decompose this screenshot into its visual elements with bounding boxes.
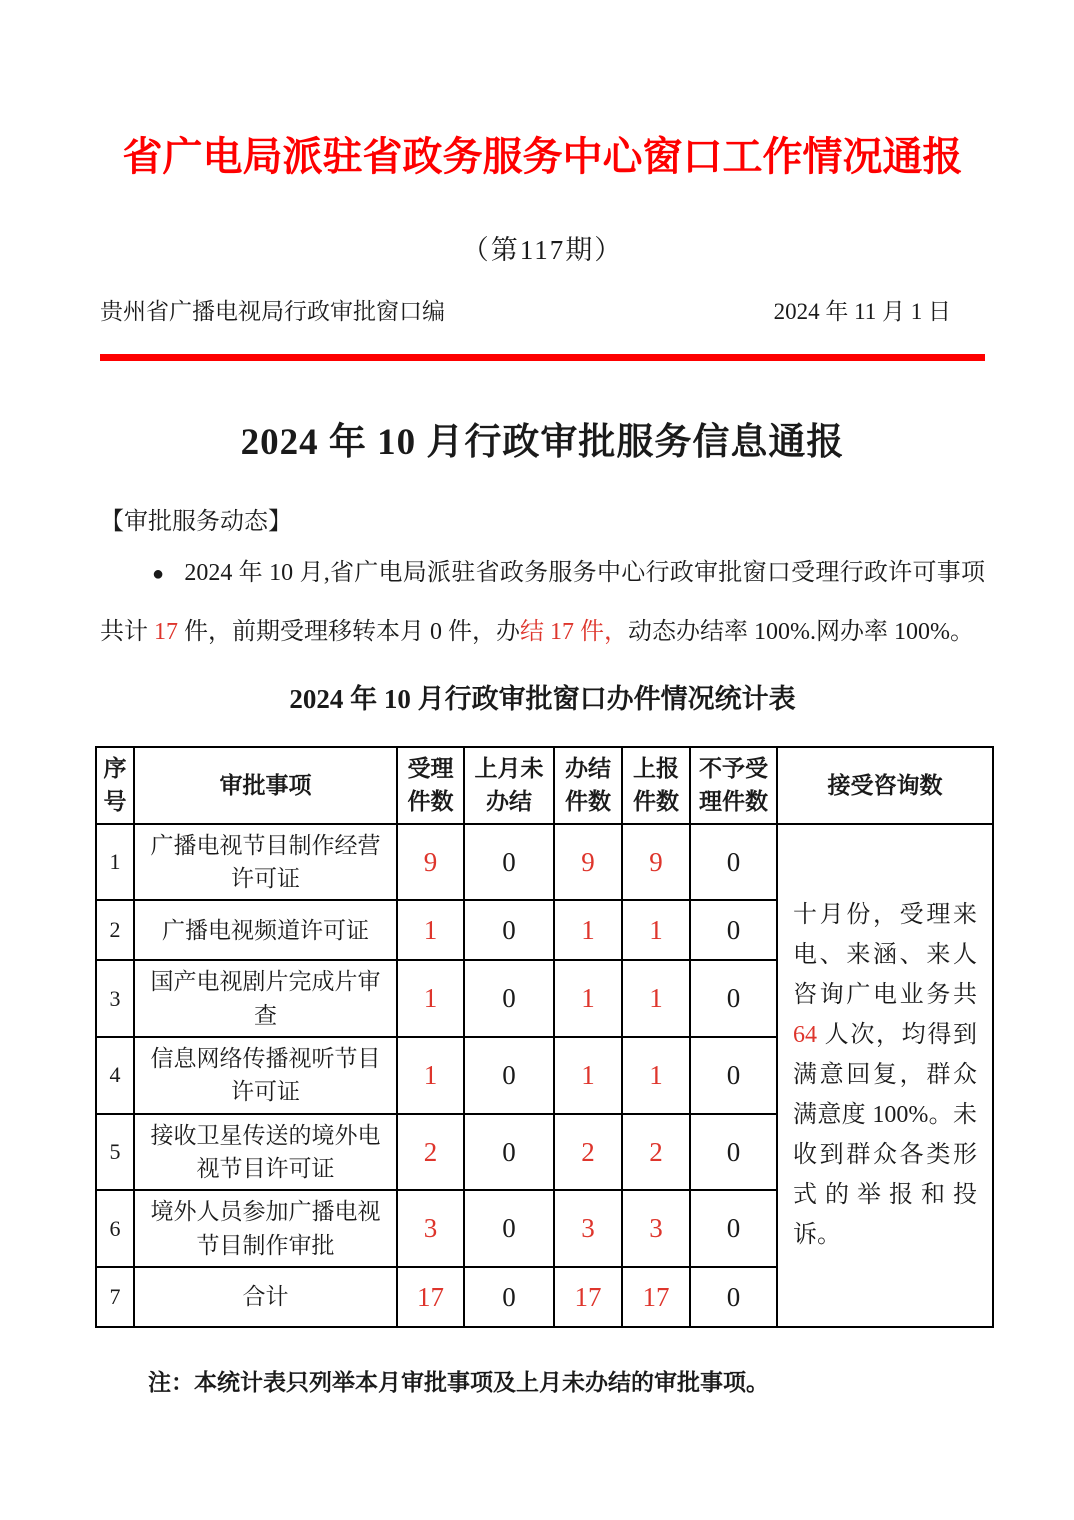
text-segment: 动态办结率 100%.网办率 100%。 [628, 619, 974, 645]
footnote: 注：本统计表只列举本月审批事项及上月未办结的审批事项。 [148, 1370, 769, 1396]
col-header-accepted: 受理件数 [397, 747, 464, 824]
cell-reported: 3 [622, 1190, 690, 1267]
cell-reported: 1 [622, 1037, 690, 1114]
col-header-prev-unfinished: 上月未办结 [464, 747, 554, 824]
summary-paragraph [100, 544, 985, 661]
approval-item-total: 合计 [134, 1267, 397, 1327]
cell-done: 17 [554, 1267, 622, 1327]
cell-prev-unfinished: 0 [464, 960, 554, 1037]
approval-item: 国产电视剧片完成片审查 [134, 960, 397, 1037]
cell-rejected: 0 [690, 1037, 777, 1114]
cell-accepted: 1 [397, 900, 464, 960]
row-index: 4 [96, 1037, 134, 1114]
cell-prev-unfinished: 0 [464, 1267, 554, 1327]
cell-accepted: 1 [397, 1037, 464, 1114]
red-divider-rule [100, 354, 985, 361]
cell-reported: 17 [622, 1267, 690, 1327]
publish-date: 2024 年 11 月 1 日 [773, 299, 951, 324]
cell-rejected: 0 [690, 960, 777, 1037]
editor-credit: 贵州省广播电视局行政审批窗口编 [100, 299, 445, 324]
table-row [96, 824, 993, 901]
cell-done: 1 [554, 900, 622, 960]
cell-rejected: 0 [690, 1114, 777, 1191]
cell-prev-unfinished: 0 [464, 1037, 554, 1114]
text-segment-highlight: 结 17 件， [520, 619, 628, 645]
text-segment: 十月份，受理来电、来涵、来人咨询广电业务共 [793, 902, 977, 1009]
col-header-rejected: 不予受理件数 [690, 747, 777, 824]
row-index: 6 [96, 1190, 134, 1267]
cell-accepted: 9 [397, 824, 464, 901]
bullet-icon: ● [152, 563, 165, 585]
approval-item: 境外人员参加广播电视节目制作审批 [134, 1190, 397, 1267]
cell-reported: 9 [622, 824, 690, 901]
text-segment-highlight: 17 [154, 619, 178, 645]
row-index: 3 [96, 960, 134, 1037]
col-header-done: 办结件数 [554, 747, 622, 824]
col-header-item: 审批事项 [134, 747, 397, 824]
cell-accepted: 1 [397, 960, 464, 1037]
cell-done: 9 [554, 824, 622, 901]
issue-number: （第117期） [461, 235, 624, 265]
text-segment: 件，前期受理移转本月 0 件，办 [178, 619, 520, 645]
cell-rejected: 0 [690, 824, 777, 901]
cell-done: 2 [554, 1114, 622, 1191]
text-segment-highlight: 64 [793, 1022, 817, 1049]
row-index: 1 [96, 824, 134, 901]
cell-prev-unfinished: 0 [464, 900, 554, 960]
cell-rejected: 0 [690, 900, 777, 960]
approval-item: 广播电视节目制作经营许可证 [134, 824, 397, 901]
document-title: 省广电局派驻省政务服务中心窗口工作情况通报 [122, 134, 963, 179]
row-index: 2 [96, 900, 134, 960]
bulletin-heading: 2024 年 10 月行政审批服务信息通报 [240, 422, 845, 463]
cell-accepted: 17 [397, 1267, 464, 1327]
col-header-consultations: 接受咨询数 [777, 747, 993, 824]
row-index: 7 [96, 1267, 134, 1327]
cell-reported: 2 [622, 1114, 690, 1191]
cell-done: 1 [554, 1037, 622, 1114]
cell-prev-unfinished: 0 [464, 1114, 554, 1191]
col-header-reported: 上报件数 [622, 747, 690, 824]
statistics-table [95, 746, 994, 1328]
cell-accepted: 2 [397, 1114, 464, 1191]
cell-reported: 1 [622, 900, 690, 960]
consultation-summary [777, 824, 993, 1327]
byline [100, 293, 985, 326]
cell-reported: 1 [622, 960, 690, 1037]
cell-done: 3 [554, 1190, 622, 1267]
cell-accepted: 3 [397, 1190, 464, 1267]
row-index: 5 [96, 1114, 134, 1191]
cell-rejected: 0 [690, 1190, 777, 1267]
approval-item: 广播电视频道许可证 [134, 900, 397, 960]
text-segment: 人次，均得到满意回复，群众满意度 100%。未收到群众各类形式的举报和投诉。 [793, 1022, 977, 1249]
text-segment: 2024 年 10 月,省广电局派驻省政务服务中心行政审批窗口受理行政许可事项共计 [100, 560, 985, 645]
cell-done: 1 [554, 960, 622, 1037]
col-header-index: 序号 [96, 747, 134, 824]
approval-item: 信息网络传播视听节目许可证 [134, 1037, 397, 1114]
cell-rejected: 0 [690, 1267, 777, 1327]
approval-item: 接收卫星传送的境外电视节目许可证 [134, 1114, 397, 1191]
cell-prev-unfinished: 0 [464, 824, 554, 901]
section-label: 【审批服务动态】 [100, 509, 292, 535]
cell-prev-unfinished: 0 [464, 1190, 554, 1267]
table-header-row [96, 747, 993, 824]
statistics-table-title: 2024 年 10 月行政审批窗口办件情况统计表 [289, 684, 796, 714]
